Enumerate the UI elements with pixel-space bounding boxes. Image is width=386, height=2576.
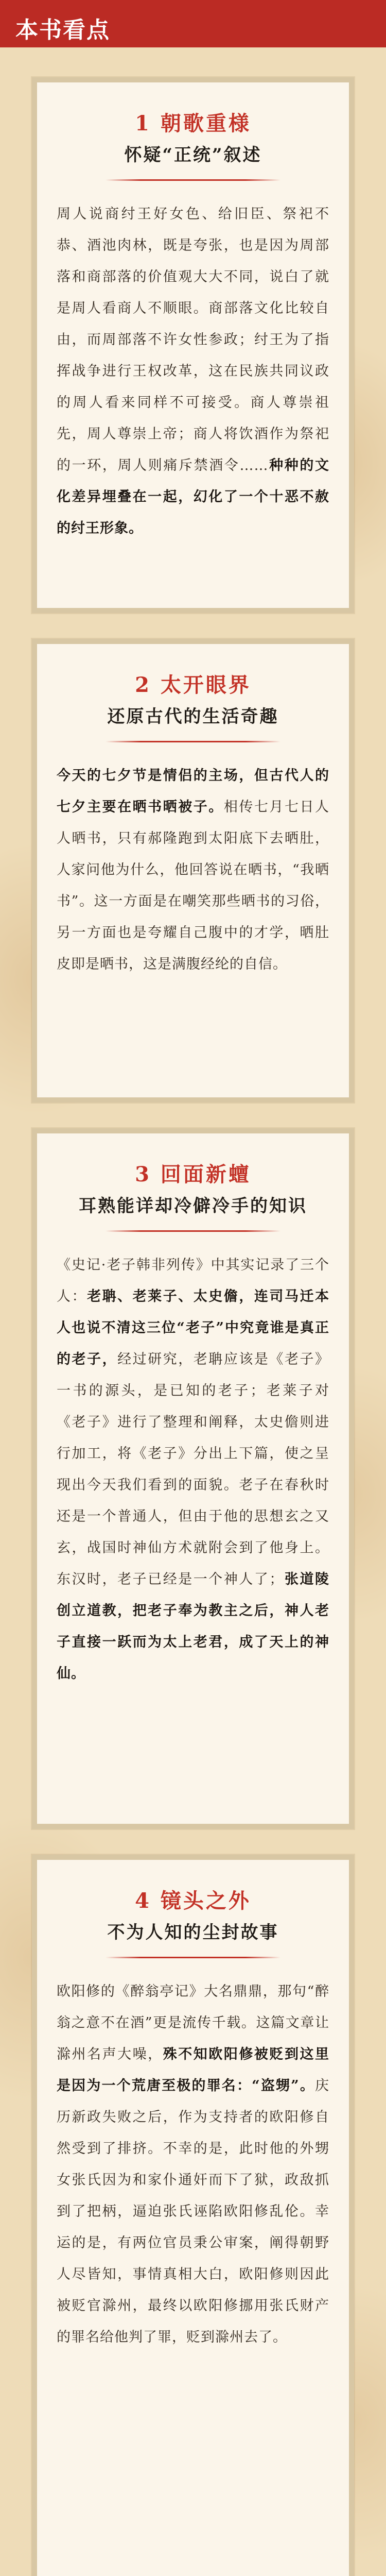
divider bbox=[106, 1957, 280, 1958]
bold-text: 今天的七夕节是情侣的主场，但古代人的七夕主要在晒书晒被子。 bbox=[57, 768, 329, 815]
section-heading bbox=[64, 1855, 322, 1958]
section-subtitle: 耳熟能详却冷僻冷手的知识 bbox=[79, 1196, 307, 1216]
bold-text: 殊不知欧阳修被贬到这里是因为一个荒唐至极的罪名：“盗甥”。 bbox=[57, 2046, 330, 2094]
section-heading bbox=[64, 639, 322, 742]
section-card-3 bbox=[32, 1128, 354, 1829]
paragraph: 欧阳修的《醉翁亭记》大名鼎鼎，那句“醉翁之意不在酒”更是流传千载。这篇文章让滁州名声大噪， bbox=[57, 1984, 329, 2062]
section-title: 1 朝歌重様 bbox=[135, 111, 251, 135]
paragraph: 相传七月七日人人晒书，只有郝隆跑到太阳底下去晒肚，人家问他为什么，他回答说在晒书，“我晒书”。这一方面是在嘲笑那些晒书的习俗，另一方面也是夸耀自己腹中的才学，晒肚皮即是晒书，这是满腹经纶的自信。 bbox=[57, 799, 330, 972]
section-card-4 bbox=[32, 1855, 354, 2576]
section-body bbox=[57, 760, 329, 980]
section-heading bbox=[64, 1128, 322, 1232]
section-body bbox=[57, 1249, 329, 1689]
section-title: 2 太开眼界 bbox=[135, 673, 251, 697]
paragraph: 庆历新政失败之后，作为支持者的欧阳修自然受到了排挤。不幸的是，此时他的外甥女张氏因为和家仆通奸而下了狱，政敌抓到了把柄，逼迫张氏诬陷欧阳修乱伦。幸运的是，有两位官员秉公审案，阐得朝野人尽皆知，事情真相大白，欧阳修则因此被贬官滁州，最终以欧阳修挪用张氏财产的罪名给他判了罪，贬到滁州去了。 bbox=[57, 2078, 329, 2345]
bold-text: 张道陵创立道教，把老子奉为教主之后，神人老子直接一跃而为太上老君，成了天上的神仙。 bbox=[57, 1571, 330, 1682]
section-title: 3 回面新蟺 bbox=[135, 1162, 251, 1187]
header-bar bbox=[0, 0, 386, 47]
divider bbox=[106, 741, 280, 742]
divider bbox=[106, 179, 280, 181]
section-subtitle: 还原古代的生活奇趣 bbox=[107, 706, 279, 727]
bold-text: 老聃、老莱子、太史儋，连司马迁本人也说不清这三位“老子”中究竟谁是真正的老子， bbox=[57, 1289, 330, 1367]
paragraph: 《史记·老子韩非列传》中其实记录了三个人： bbox=[57, 1257, 329, 1304]
section-subtitle: 不为人知的尘封故事 bbox=[107, 1922, 279, 1943]
divider bbox=[106, 1230, 280, 1232]
section-card-2 bbox=[32, 639, 354, 1103]
section-subtitle: 怀疑“正统”叙述 bbox=[124, 145, 262, 165]
section-heading bbox=[64, 77, 322, 181]
section-title: 4 镜头之外 bbox=[135, 1889, 251, 1913]
section-body bbox=[57, 198, 329, 544]
bold-text: 种种的文化差异埋叠在一起，幻化了一个十恶不赦的纣王形象。 bbox=[57, 457, 329, 536]
section-body bbox=[57, 1976, 329, 2353]
paragraph: 周人说商纣王好女色、给旧臣、祭祀不恭、酒池肉林，既是夸张，也是因为周部落和商部落的价值观大大不同，说白了就是周人看商人不顺眼。商部落文化比较自由，而周部落不许女性参政；纣王为了指挥战争进行王权改革，这在民族共同议政的周人看来同样不可接受。商人尊崇祖先，周人尊崇上帝；商人将饮酒作为祭祀的一环，周人则痛斥禁酒令…… bbox=[57, 206, 329, 473]
section-card-1 bbox=[32, 77, 354, 613]
page-title: 本书看点 bbox=[15, 17, 110, 43]
paragraph: 经过研究，老聃应该是《老子》一书的源头，是已知的老子；老莱子对《老子》进行了整理和阐释，太史儋则进行加工，将《老子》分出上下篇，使之呈现出今天我们看到的面貌。老子在春秋时还是一个普通人，但由于他的思想玄之又玄，战国时神仙方术就附会到了他身上。东汉时，老子已经是一个神人了； bbox=[57, 1351, 330, 1587]
